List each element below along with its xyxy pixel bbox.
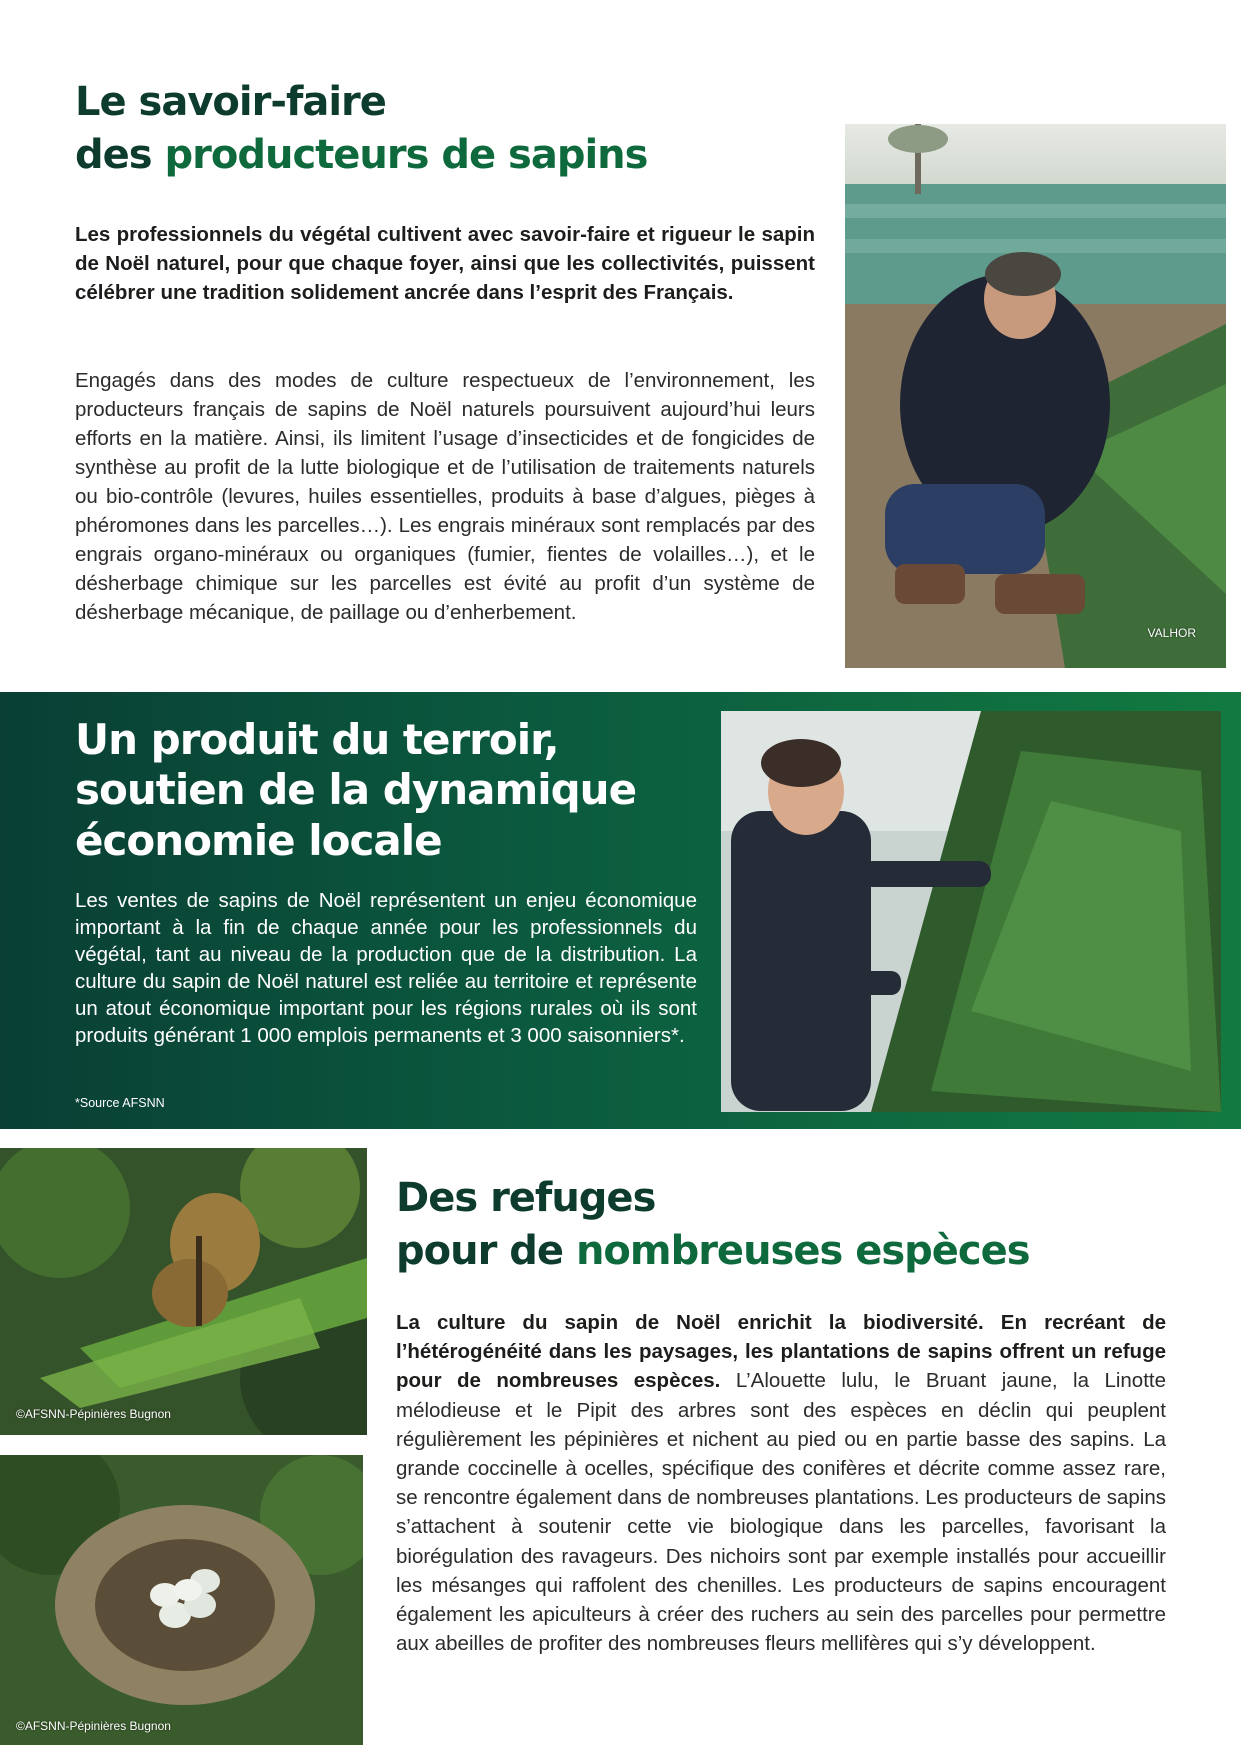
section2-body: Les ventes de sapins de Noël représentent un enjeu économique important à la fin de chaque année pour les professionnels du végétal, tant au niveau de la production que de la distribution. La culture du sapin de Noël naturel est reliée au territoire et représente un atout économique important pour les régions rurales où ils sont produits générant 1 000 emplois permanents et 3 000 saisonniers*. [75,889,697,1047]
section1-title [75,76,725,182]
section1-title-line1: Le savoir-faire [75,79,386,125]
photo-producer-kneeling [845,124,1226,668]
photo-butterfly-image [0,1148,367,1435]
section1-lead: Les professionnels du végétal cultivent avec savoir-faire et rigueur le sapin de Noël naturel, pour que chaque foyer, ainsi que les collectivités, puissent célébrer une tradition solidement ancrée dans l’esprit des Français. [75,223,815,304]
photo-bird-nest-image [0,1455,363,1745]
section3-title-line1: Des refuges [396,1175,656,1221]
section3-title-line2: pour de [396,1227,576,1274]
section1-title-line2: des [75,131,165,178]
section3-lead: La culture du sapin de Noël enrichit la biodiversité. En recréant de l’hétérogénéité dans les paysages, les plantations de sapins offrent un refuge pour de nombreuses espèces. [396,1311,1166,1393]
section3-text [396,1308,1166,1658]
photo-man-with-tree [721,711,1221,1112]
photo-credit: ©AFSNN-Pépinières Bugnon [16,1719,171,1733]
photo-bird-nest [0,1455,363,1745]
section3-body: L’Alouette lulu, le Bruant jaune, la Linotte mélodieuse et le Pipit des arbres sont des espèces en déclin qui peuplent régulièrement les pépinières et nichent au pied ou en partie basse des sapins. La grande coccinelle à ocelles, spécifique des conifères et décrite comme assez rare, se rencontre également dans de nombreuses plantations. Les producteurs de sapins s’attachent à soutenir cette vie biologique dans les parcelles, favorisant la biorégulation des ravageurs. Des nichoirs sont par exemple installés pour accueillir les mésanges qui raffolent des chenilles. Les producteurs de sapins encouragent également les apiculteurs à créer des ruchers au sein des parcelles pour permettre aux abeilles de profiter des nombreuses fleurs mellifères qui s’y développent. [396,1369,1166,1656]
section2-title-line3: économie locale [75,815,442,865]
photo-producer-kneeling-image [845,124,1226,668]
section3-title [396,1172,1196,1278]
photo-butterfly [0,1148,367,1435]
section2-title-line1: Un produit du terroir, [75,715,559,764]
section2-title [75,715,715,866]
section2-title-line2: soutien de la dynamique [75,765,637,815]
section1-body: Engagés dans des modes de culture respectueux de l’environnement, les producteurs français de sapins de Noël naturels poursuivent aujourd’hui leurs efforts en la matière. Ainsi, ils limitent l’usage d’insecticides et de fongicides de synthèse au profit de la lutte biologique et de l’utilisation de traitements naturels ou bio-contrôle (levures, huiles essentielles, produits à base d’algues, pièges à phéromones dans les parcelles…). Les engrais minéraux sont remplacés par des engrais organo-minéraux ou organiques (fumier, fientes de volailles…), et le désherbage chimique sur les parcelles est évité au profit d’un système de désherbage mécanique, de paillage ou d’enherbement. [75,369,815,624]
photo-man-with-tree-image [721,711,1221,1112]
photo-credit: VALHOR [1147,626,1196,640]
section2-source: *Source AFSNN [75,1096,165,1110]
section1-title-line2-rest: producteurs de sapins [164,131,648,178]
photo-credit: ©AFSNN-Pépinières Bugnon [16,1407,171,1421]
section3-title-line2-rest: nombreuses espèces [575,1227,1030,1274]
